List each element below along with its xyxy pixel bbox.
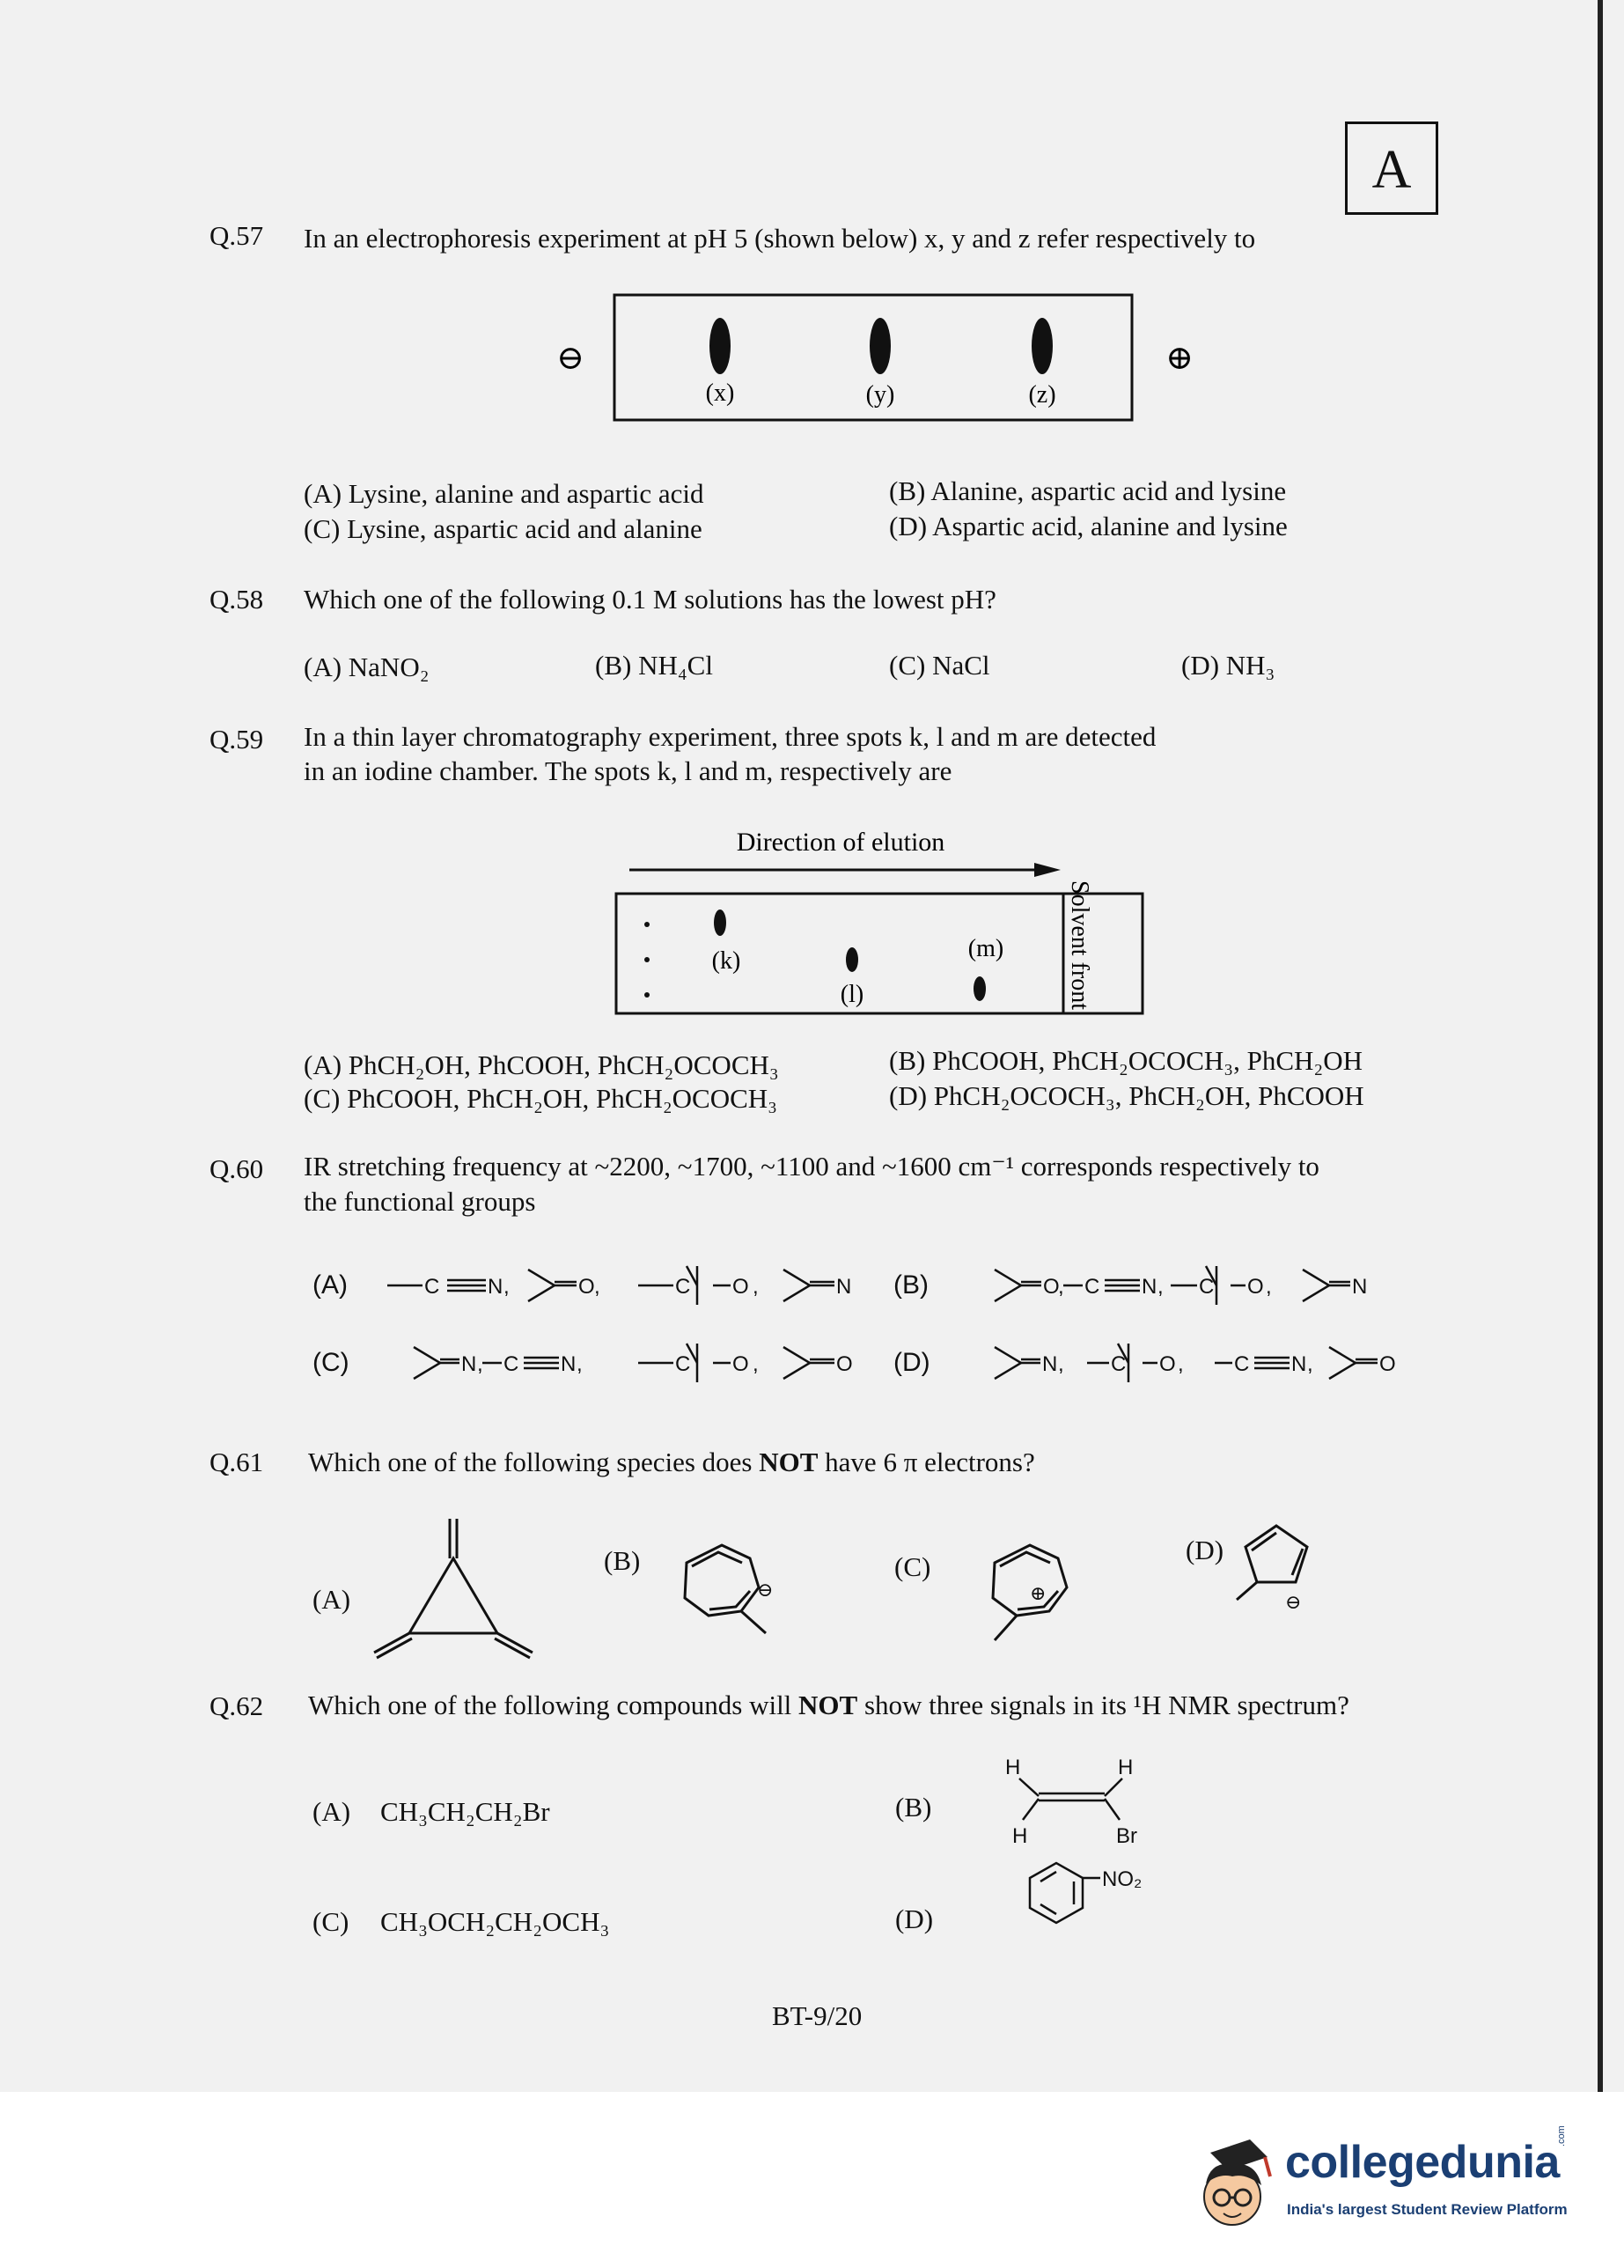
q59-option-a: (A) PhCH₂OH, PhCOOH, PhCH₂OCOCH₃ — [304, 1049, 779, 1080]
page-edge — [1598, 0, 1603, 2092]
label-m: (m) — [967, 935, 1004, 962]
spot-y — [870, 318, 891, 374]
paper-set-letter: A — [1371, 140, 1412, 200]
comma: , — [1058, 1275, 1064, 1299]
minus-charge-b: ⊖ — [757, 1579, 774, 1601]
q62-label-a: (A) — [312, 1796, 351, 1827]
atom-c: C — [675, 1275, 691, 1299]
brand-tagline: India's largest Student Review Platform — [1287, 2201, 1568, 2218]
atom-o: O — [836, 1352, 853, 1376]
atom-h: H — [1005, 1756, 1021, 1779]
atom-o: O — [1159, 1352, 1176, 1376]
q57-option-d: (D) Aspartic acid, alanine and lysine — [889, 511, 1288, 541]
q60-label-d: (D) — [893, 1348, 930, 1377]
q58-text: Which one of the following 0.1 M solutions has the lowest pH? — [304, 584, 996, 615]
spot-x — [709, 318, 731, 374]
comma: , — [1058, 1352, 1064, 1376]
ring-c — [993, 1545, 1067, 1616]
comma: , — [753, 1352, 759, 1376]
atom-h: H — [1118, 1756, 1134, 1779]
spot-z — [1032, 318, 1053, 374]
origin-dot-3 — [644, 992, 650, 998]
q62-number: Q.62 — [209, 1690, 264, 1721]
elution-arrow-head — [1034, 863, 1061, 877]
label-z: (z) — [1028, 381, 1056, 409]
atom-o: O — [1379, 1352, 1396, 1376]
q61-label-d: (D) — [1186, 1535, 1224, 1565]
anode-symbol: ⊕ — [1165, 340, 1194, 377]
q58-option-d: (D) NH₃ — [1181, 650, 1275, 681]
comma: , — [577, 1352, 583, 1376]
q61-structures — [299, 1510, 1408, 1660]
atom-n: N — [1291, 1352, 1307, 1376]
q62-option-c-formula: CH₃OCH₂CH₂OCH₃ — [380, 1906, 610, 1937]
comma: , — [753, 1275, 759, 1299]
comma: , — [594, 1275, 600, 1299]
q60-number: Q.60 — [209, 1153, 264, 1184]
nitro-group: NO₂ — [1102, 1867, 1143, 1891]
q58-number: Q.58 — [209, 584, 264, 615]
comma: , — [1266, 1275, 1272, 1299]
atom-o: O — [732, 1352, 749, 1376]
q60-label-b: (B) — [893, 1270, 929, 1300]
q60-structures — [290, 1250, 1461, 1409]
atom-n: N — [1352, 1275, 1368, 1299]
q57-option-c: (C) Lysine, aspartic acid and alanine — [304, 513, 702, 544]
q61-number: Q.61 — [209, 1447, 264, 1477]
q62-text-bold: NOT — [798, 1690, 858, 1720]
q57-option-b: (B) Alanine, aspartic acid and lysine — [889, 475, 1287, 506]
paper-set-box — [1345, 122, 1438, 215]
atom-c: C — [424, 1275, 440, 1299]
label-l: (l) — [840, 981, 864, 1008]
q62-label-b: (B) — [895, 1792, 932, 1822]
direction-label: Direction of elution — [736, 828, 945, 857]
q58-option-c: (C) NaCl — [889, 650, 990, 681]
q62-label-c: (C) — [312, 1906, 349, 1937]
q59-text-line2: in an iodine chamber. The spots k, l and m, respectively are — [304, 755, 952, 786]
atom-c: C — [503, 1352, 519, 1376]
atom-c: C — [1111, 1352, 1127, 1376]
q60-label-a: (A) — [312, 1270, 348, 1300]
q60-label-c: (C) — [312, 1348, 349, 1377]
q58-option-b: (B) NH₄Cl — [595, 650, 713, 681]
q59-option-c: (C) PhCOOH, PhCH₂OH, PhCH₂OCOCH₃ — [304, 1083, 777, 1114]
spot-k — [714, 909, 726, 936]
q61-label-a: (A) — [312, 1584, 351, 1615]
q57-text: In an electrophoresis experiment at pH 5 (shown below) x, y and z refer respectively to — [304, 223, 1256, 254]
q61-text-after: have 6 π electrons? — [818, 1447, 1035, 1477]
atom-n: N — [1042, 1352, 1058, 1376]
atom-c: C — [1084, 1275, 1100, 1299]
label-x: (x) — [705, 379, 735, 407]
q57-option-a: (A) Lysine, alanine and aspartic acid — [304, 478, 704, 509]
ring-b — [685, 1545, 759, 1616]
spot-m — [974, 976, 986, 1001]
q62-text-after: show three signals in its ¹H NMR spectrum? — [857, 1690, 1349, 1720]
q59-text-line1: In a thin layer chromatography experiment, three spots k, l and m are detected — [304, 721, 1157, 752]
atom-o: O — [1043, 1275, 1060, 1299]
cathode-symbol: ⊖ — [556, 340, 584, 377]
q61-label-c: (C) — [894, 1551, 931, 1582]
page-footer: BT-9/20 — [772, 2000, 863, 2031]
atom-n: N — [461, 1352, 477, 1376]
spot-l — [846, 947, 858, 972]
atom-n: N — [561, 1352, 577, 1376]
comma: , — [1307, 1352, 1313, 1376]
plus-charge-c: ⊕ — [1030, 1582, 1047, 1604]
electrophoresis-diagram — [537, 286, 1206, 427]
atom-n: N — [1142, 1275, 1157, 1299]
q62-structures — [977, 1748, 1206, 1950]
q59-option-b: (B) PhCOOH, PhCH₂OCOCH₃, PhCH₂OH — [889, 1045, 1363, 1076]
q59-option-d: (D) PhCH₂OCOCH₃, PhCH₂OH, PhCOOH — [889, 1080, 1364, 1111]
tlc-diagram — [607, 819, 1171, 1039]
comma: , — [477, 1352, 483, 1376]
atom-br: Br — [1116, 1824, 1137, 1848]
label-k: (k) — [711, 947, 741, 975]
q57-number: Q.57 — [209, 220, 264, 251]
q62-text-before: Which one of the following compounds will — [308, 1690, 799, 1720]
q60-text-line1: IR stretching frequency at ~2200, ~1700, ~1100 and ~1600 cm⁻¹ corresponds respectively to — [304, 1151, 1319, 1182]
cyclopropane-ring — [409, 1558, 497, 1633]
q62-text — [308, 1687, 1349, 1724]
atom-n: N — [488, 1275, 503, 1299]
atom-h: H — [1012, 1824, 1028, 1848]
atom-o: O — [1247, 1275, 1264, 1299]
q61-text-bold: NOT — [759, 1447, 819, 1477]
q59-number: Q.59 — [209, 724, 264, 755]
origin-dot-1 — [644, 922, 650, 927]
comma: , — [1157, 1275, 1164, 1299]
q61-text — [308, 1444, 1035, 1481]
origin-dot-2 — [644, 957, 650, 962]
atom-n: N — [836, 1275, 852, 1299]
atom-o: O — [578, 1275, 595, 1299]
comma: , — [503, 1275, 510, 1299]
atom-c: C — [675, 1352, 691, 1376]
q60-text-line2: the functional groups — [304, 1186, 536, 1217]
atom-c: C — [1234, 1352, 1250, 1376]
solvent-front-label: Solvent front — [1066, 880, 1093, 1010]
q61-text-before: Which one of the following species does — [308, 1447, 760, 1477]
comma: , — [1178, 1352, 1184, 1376]
brand-name[interactable]: collegedunia — [1285, 2137, 1560, 2188]
label-y: (y) — [865, 381, 895, 409]
q58-option-a: (A) NaNO₂ — [304, 652, 430, 682]
brand-domain: .com — [1556, 2125, 1567, 2146]
minus-charge-d: ⊖ — [1285, 1591, 1302, 1613]
q62-label-d: (D) — [895, 1904, 934, 1934]
q61-label-b: (B) — [604, 1545, 641, 1576]
mascot-icon — [1184, 2122, 1281, 2245]
atom-c: C — [1199, 1275, 1215, 1299]
atom-o: O — [732, 1275, 749, 1299]
q62-option-a-formula: CH₃CH₂CH₂Br — [380, 1796, 550, 1827]
